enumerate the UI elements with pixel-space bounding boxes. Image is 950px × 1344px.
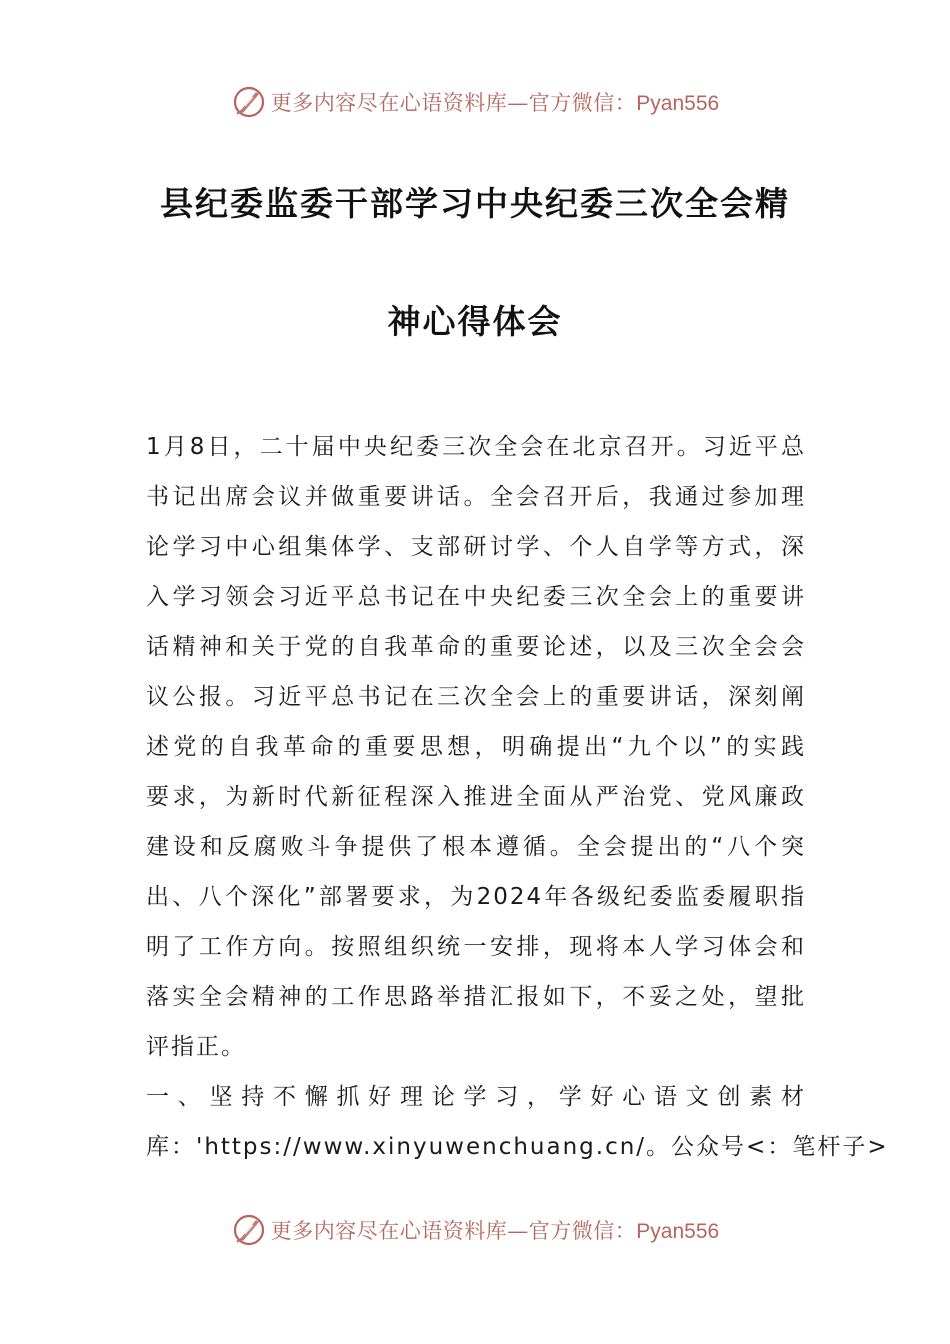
paragraph-2 (146, 1072, 889, 1172)
paragraph-line: 落实全会精神的工作思路举措汇报如下，不妥之处，望批 (146, 984, 806, 1010)
paragraph-line: 论学习中心组集体学、支部研讨学、个人自学等方式，深 (146, 534, 806, 560)
wechat-id: Pyan556 (636, 1220, 720, 1243)
footer-watermark (0, 1210, 950, 1250)
header-watermark (0, 82, 950, 122)
paragraph-line: 要求，为新时代新征程深入推进全面从严治党、党风廉政 (146, 784, 806, 810)
paragraph-line: 出、八个深化”部署要求，为2024年各级纪委监委履职指 (146, 884, 806, 910)
document-title-line-2: 神心得体会 (387, 302, 563, 341)
paragraph-line: 建设和反腐败斗争提供了根本遵循。全会提出的“八个突 (146, 834, 806, 860)
section-heading-line: 一、坚持不懈抓好理论学习，学好心语文创素材 (146, 1084, 806, 1110)
paragraph-line: 库：'https://www.xinyuwenchuang.cn/。公众号<：笔杆子> (146, 1134, 889, 1160)
paragraph-line: 议公报。习近平总书记在三次全会上的重要讲话，深刻阐 (146, 684, 806, 710)
wechat-id: Pyan556 (636, 92, 720, 115)
paragraph-line: 评指正。 (146, 1034, 246, 1060)
watermark-text: 更多内容尽在心语资料库—官方微信：Pyan556 (270, 91, 720, 115)
paragraph-line: 述党的自我革命的重要思想，明确提出“九个以”的实践 (146, 734, 806, 760)
paragraph-line: 明了工作方向。按照组织统一安排，现将本人学习体会和 (146, 934, 806, 960)
document-title-line-1: 县纪委监委干部学习中央纪委三次全会精 (160, 184, 790, 223)
paragraph-line: 话精神和关于党的自我革命的重要论述，以及三次全会会 (146, 634, 806, 660)
paragraph-line: 1月8日，二十届中央纪委三次全会在北京召开。习近平总 (146, 434, 806, 460)
paragraph-line: 入学习领会习近平总书记在中央纪委三次全会上的重要讲 (146, 584, 806, 610)
watermark-text: 更多内容尽在心语资料库—官方微信：Pyan556 (270, 1219, 720, 1243)
quill-pen-circle-icon (231, 1212, 267, 1248)
quill-pen-circle-icon (231, 84, 267, 120)
paragraph-1 (146, 422, 806, 1072)
paragraph-line: 书记出席会议并做重要讲话。全会召开后，我通过参加理 (146, 484, 806, 510)
